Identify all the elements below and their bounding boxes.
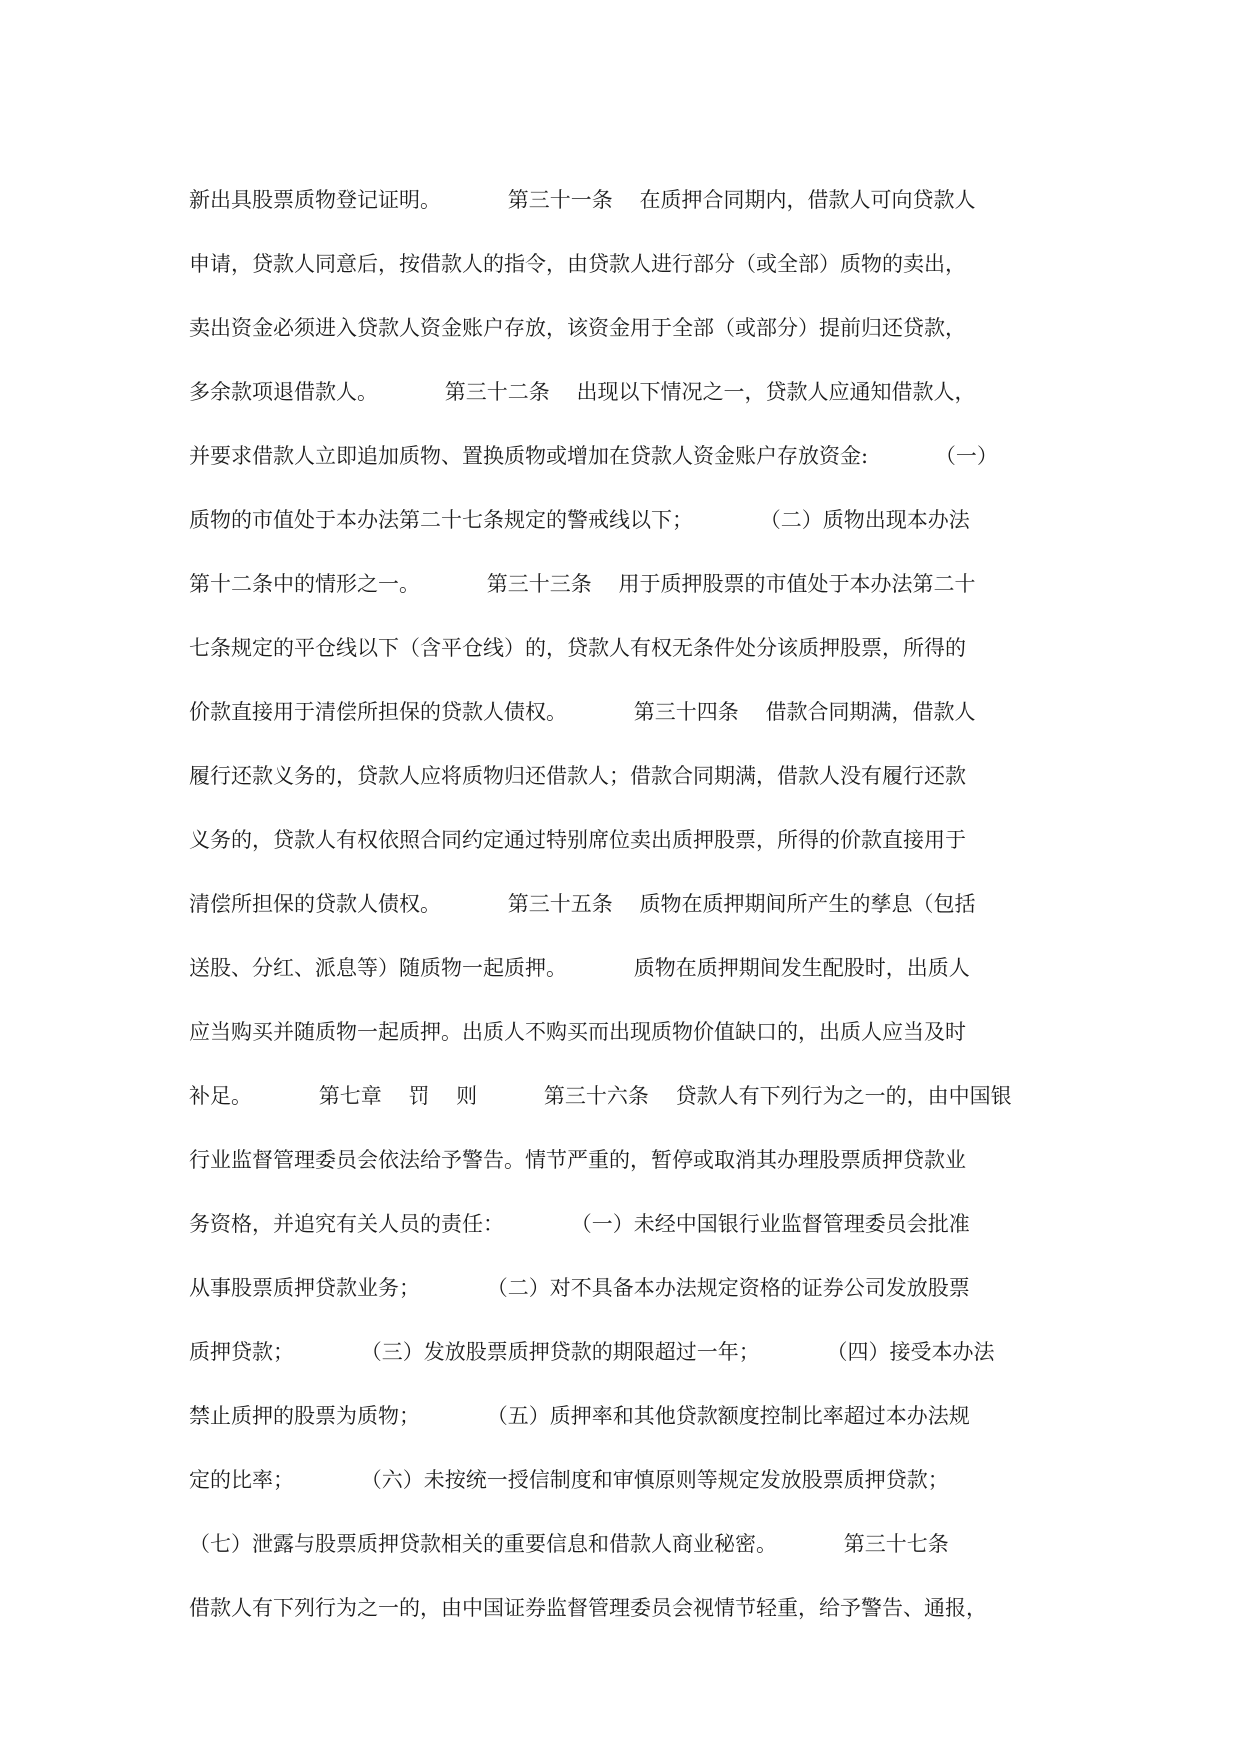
text-line: 送股、分红、派息等）随质物一起质押。 质物在质押期间发生配股时，出质人 <box>189 956 970 980</box>
text-line: 并要求借款人立即追加质物、置换质物或增加在贷款人资金账户存放资金: （一） <box>189 444 998 468</box>
text-line: 申请，贷款人同意后，按借款人的指令，由贷款人进行部分（或全部）质物的卖出， <box>189 252 966 276</box>
text-line: 清偿所担保的贷款人债权。 第三十五条 质物在质押期间所产生的孳息（包括 <box>189 892 976 916</box>
text-line: 禁止质押的股票为质物； （五）质押率和其他贷款额度控制比率超过本办法规 <box>189 1404 970 1428</box>
text-line: 务资格，并追究有关人员的责任： （一）未经中国银行业监督管理委员会批准 <box>189 1212 970 1236</box>
text-line: 新出具股票质物登记证明。 第三十一条 在质押合同期内，借款人可向贷款人 <box>189 188 976 212</box>
text-line: 价款直接用于清偿所担保的贷款人债权。 第三十四条 借款合同期满，借款人 <box>189 700 976 724</box>
text-line: 行业监督管理委员会依法给予警告。情节严重的，暂停或取消其办理股票质押贷款业 <box>189 1148 966 1172</box>
text-line: 定的比率； （六）未按统一授信制度和审慎原则等规定发放股票质押贷款； <box>189 1468 949 1492</box>
body-text <box>189 176 1069 1648</box>
text-line: 借款人有下列行为之一的，由中国证券监督管理委员会视情节轻重，给予警告、通报， <box>189 1596 987 1620</box>
text-line: 补足。 第七章 罚 则 第三十六条 贷款人有下列行为之一的，由中国银 <box>189 1084 1012 1108</box>
text-line: 七条规定的平仓线以下（含平仓线）的，贷款人有权无条件处分该质押股票，所得的 <box>189 636 966 660</box>
text-line: 质押贷款； （三）发放股票质押贷款的期限超过一年； （四）接受本办法 <box>189 1340 995 1364</box>
text-line: 质物的市值处于本办法第二十七条规定的警戒线以下； （二）质物出现本办法 <box>189 508 970 532</box>
text-line: 义务的，贷款人有权依照合同约定通过特别席位卖出质押股票，所得的价款直接用于 <box>189 828 966 852</box>
text-line: 履行还款义务的，贷款人应将质物归还借款人；借款合同期满，借款人没有履行还款 <box>189 764 966 788</box>
text-line: 卖出资金必须进入贷款人资金账户存放，该资金用于全部（或部分）提前归还贷款， <box>189 316 966 340</box>
text-line: 从事股票质押贷款业务； （二）对不具备本办法规定资格的证券公司发放股票 <box>189 1276 970 1300</box>
text-line: 第十二条中的情形之一。 第三十三条 用于质押股票的市值处于本办法第二十 <box>189 572 976 596</box>
text-line: 应当购买并随质物一起质押。出质人不购买而出现质物价值缺口的，出质人应当及时 <box>189 1020 966 1044</box>
text-line: （七）泄露与股票质押贷款相关的重要信息和借款人商业秘密。 第三十七条 <box>189 1532 949 1556</box>
text-line: 多余款项退借款人。 第三十二条 出现以下情况之一，贷款人应通知借款人， <box>189 380 976 404</box>
